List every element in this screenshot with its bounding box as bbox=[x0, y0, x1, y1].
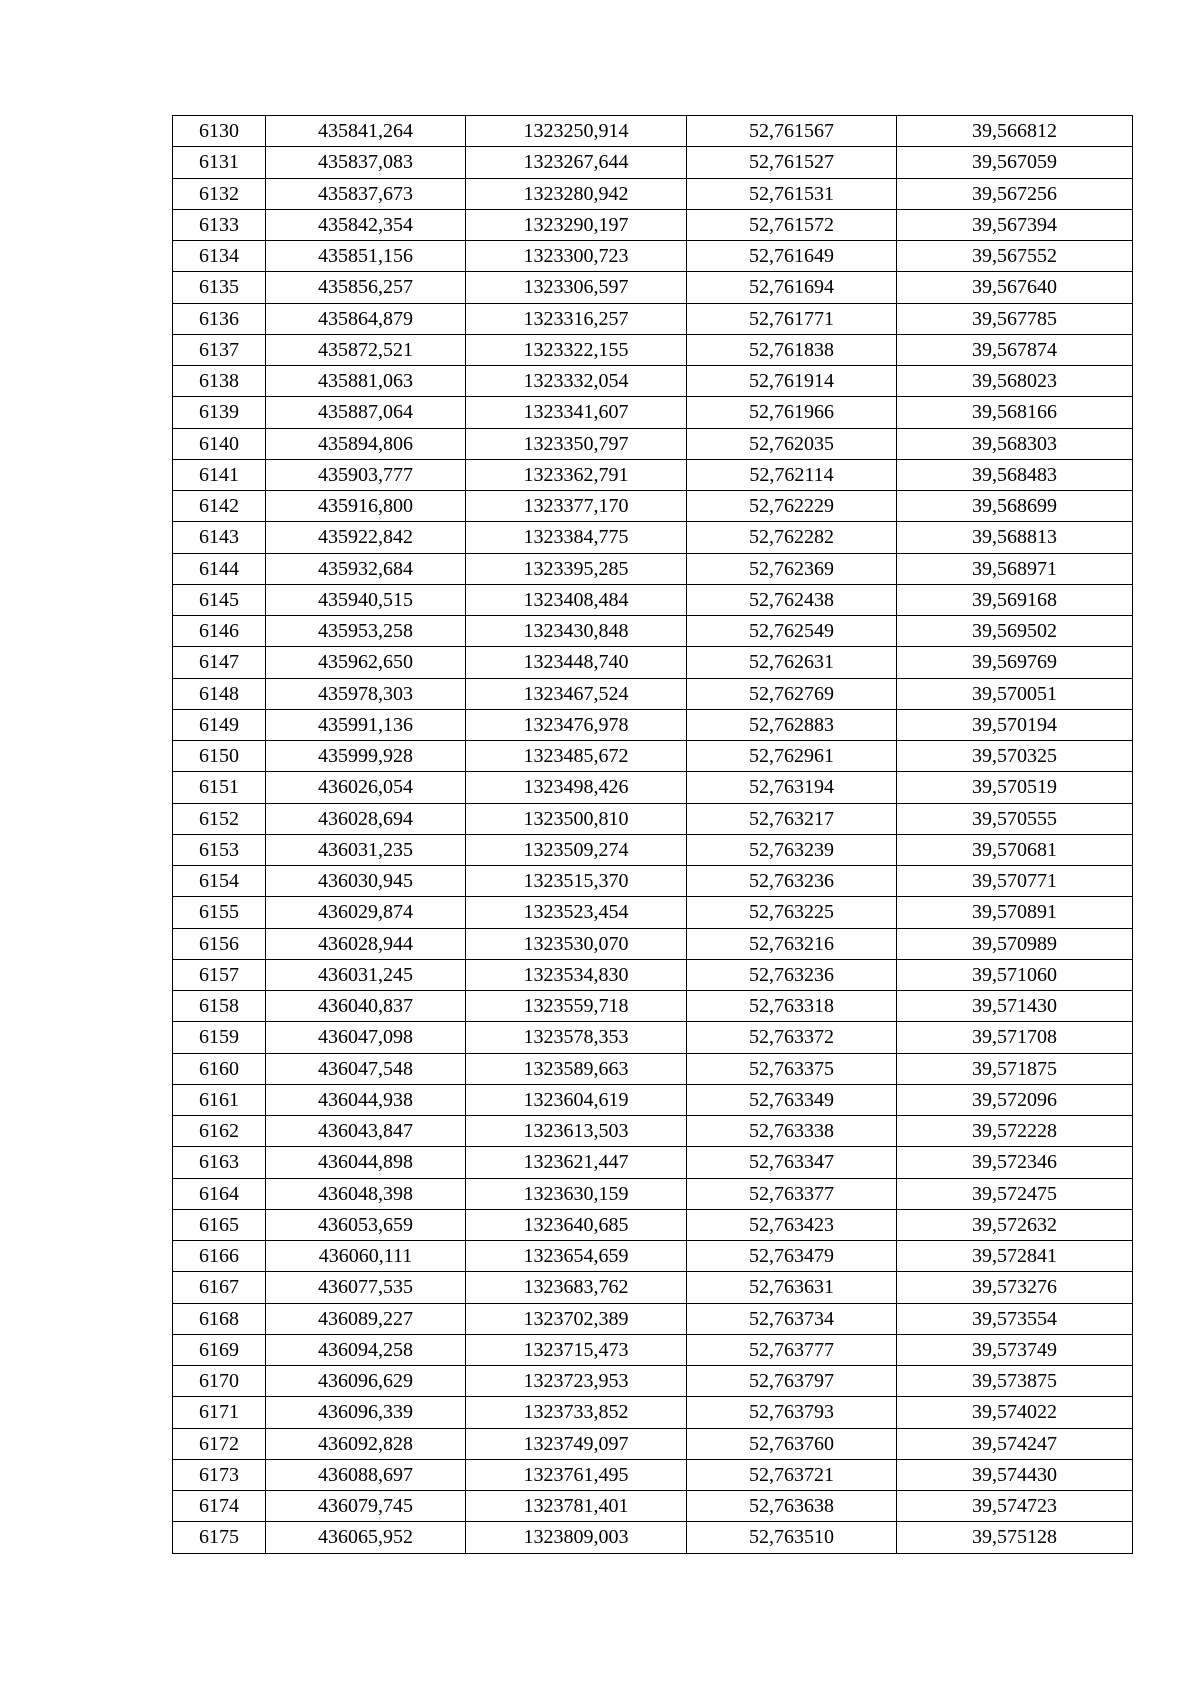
latitude-cell: 52,763239 bbox=[687, 834, 897, 865]
table-row bbox=[173, 709, 1133, 740]
x-coordinate-cell: 436096,629 bbox=[266, 1366, 466, 1397]
table-row bbox=[173, 522, 1133, 553]
y-coordinate-cell: 1323640,685 bbox=[466, 1209, 687, 1240]
table-row bbox=[173, 397, 1133, 428]
latitude-cell: 52,762769 bbox=[687, 678, 897, 709]
latitude-cell: 52,763510 bbox=[687, 1522, 897, 1553]
table-row bbox=[173, 741, 1133, 772]
y-coordinate-cell: 1323290,197 bbox=[466, 209, 687, 240]
table-row bbox=[173, 616, 1133, 647]
latitude-cell: 52,763318 bbox=[687, 991, 897, 1022]
latitude-cell: 52,761914 bbox=[687, 366, 897, 397]
point-number-cell: 6139 bbox=[173, 397, 266, 428]
longitude-cell: 39,567785 bbox=[897, 303, 1133, 334]
x-coordinate-cell: 436096,339 bbox=[266, 1397, 466, 1428]
x-coordinate-cell: 436026,054 bbox=[266, 772, 466, 803]
longitude-cell: 39,568303 bbox=[897, 428, 1133, 459]
latitude-cell: 52,763375 bbox=[687, 1053, 897, 1084]
y-coordinate-cell: 1323654,659 bbox=[466, 1241, 687, 1272]
x-coordinate-cell: 435851,156 bbox=[266, 241, 466, 272]
y-coordinate-cell: 1323781,401 bbox=[466, 1491, 687, 1522]
latitude-cell: 52,763349 bbox=[687, 1084, 897, 1115]
longitude-cell: 39,567059 bbox=[897, 147, 1133, 178]
table-row bbox=[173, 1084, 1133, 1115]
longitude-cell: 39,574247 bbox=[897, 1428, 1133, 1459]
point-number-cell: 6157 bbox=[173, 959, 266, 990]
y-coordinate-cell: 1323749,097 bbox=[466, 1428, 687, 1459]
x-coordinate-cell: 435999,928 bbox=[266, 741, 466, 772]
longitude-cell: 39,568483 bbox=[897, 459, 1133, 490]
table-row bbox=[173, 209, 1133, 240]
point-number-cell: 6166 bbox=[173, 1241, 266, 1272]
longitude-cell: 39,572475 bbox=[897, 1178, 1133, 1209]
x-coordinate-cell: 436031,235 bbox=[266, 834, 466, 865]
x-coordinate-cell: 436043,847 bbox=[266, 1116, 466, 1147]
x-coordinate-cell: 435864,879 bbox=[266, 303, 466, 334]
point-number-cell: 6173 bbox=[173, 1459, 266, 1490]
latitude-cell: 52,763777 bbox=[687, 1334, 897, 1365]
table-row bbox=[173, 459, 1133, 490]
point-number-cell: 6143 bbox=[173, 522, 266, 553]
longitude-cell: 39,574430 bbox=[897, 1459, 1133, 1490]
table-row bbox=[173, 866, 1133, 897]
point-number-cell: 6151 bbox=[173, 772, 266, 803]
x-coordinate-cell: 436065,952 bbox=[266, 1522, 466, 1553]
longitude-cell: 39,570555 bbox=[897, 803, 1133, 834]
y-coordinate-cell: 1323523,454 bbox=[466, 897, 687, 928]
point-number-cell: 6156 bbox=[173, 928, 266, 959]
latitude-cell: 52,763372 bbox=[687, 1022, 897, 1053]
longitude-cell: 39,572346 bbox=[897, 1147, 1133, 1178]
y-coordinate-cell: 1323559,718 bbox=[466, 991, 687, 1022]
y-coordinate-cell: 1323408,484 bbox=[466, 584, 687, 615]
point-number-cell: 6142 bbox=[173, 491, 266, 522]
latitude-cell: 52,761771 bbox=[687, 303, 897, 334]
x-coordinate-cell: 436079,745 bbox=[266, 1491, 466, 1522]
table-row bbox=[173, 959, 1133, 990]
x-coordinate-cell: 435922,842 bbox=[266, 522, 466, 553]
longitude-cell: 39,569502 bbox=[897, 616, 1133, 647]
y-coordinate-cell: 1323395,285 bbox=[466, 553, 687, 584]
longitude-cell: 39,568813 bbox=[897, 522, 1133, 553]
x-coordinate-cell: 435894,806 bbox=[266, 428, 466, 459]
y-coordinate-cell: 1323683,762 bbox=[466, 1272, 687, 1303]
latitude-cell: 52,761838 bbox=[687, 334, 897, 365]
x-coordinate-cell: 436088,697 bbox=[266, 1459, 466, 1490]
latitude-cell: 52,761966 bbox=[687, 397, 897, 428]
table-row bbox=[173, 428, 1133, 459]
coordinates-table bbox=[172, 115, 1133, 1554]
table-row bbox=[173, 1116, 1133, 1147]
latitude-cell: 52,761527 bbox=[687, 147, 897, 178]
longitude-cell: 39,570325 bbox=[897, 741, 1133, 772]
y-coordinate-cell: 1323485,672 bbox=[466, 741, 687, 772]
latitude-cell: 52,763236 bbox=[687, 866, 897, 897]
y-coordinate-cell: 1323530,070 bbox=[466, 928, 687, 959]
latitude-cell: 52,762229 bbox=[687, 491, 897, 522]
longitude-cell: 39,567256 bbox=[897, 178, 1133, 209]
longitude-cell: 39,572841 bbox=[897, 1241, 1133, 1272]
table-row bbox=[173, 1147, 1133, 1178]
longitude-cell: 39,573875 bbox=[897, 1366, 1133, 1397]
x-coordinate-cell: 436048,398 bbox=[266, 1178, 466, 1209]
table-row bbox=[173, 1209, 1133, 1240]
table-row bbox=[173, 241, 1133, 272]
longitude-cell: 39,572228 bbox=[897, 1116, 1133, 1147]
latitude-cell: 52,762549 bbox=[687, 616, 897, 647]
y-coordinate-cell: 1323267,644 bbox=[466, 147, 687, 178]
y-coordinate-cell: 1323809,003 bbox=[466, 1522, 687, 1553]
y-coordinate-cell: 1323430,848 bbox=[466, 616, 687, 647]
latitude-cell: 52,763225 bbox=[687, 897, 897, 928]
point-number-cell: 6170 bbox=[173, 1366, 266, 1397]
x-coordinate-cell: 435837,673 bbox=[266, 178, 466, 209]
longitude-cell: 39,567640 bbox=[897, 272, 1133, 303]
latitude-cell: 52,763217 bbox=[687, 803, 897, 834]
table-row bbox=[173, 647, 1133, 678]
longitude-cell: 39,567552 bbox=[897, 241, 1133, 272]
longitude-cell: 39,572096 bbox=[897, 1084, 1133, 1115]
x-coordinate-cell: 435881,063 bbox=[266, 366, 466, 397]
x-coordinate-cell: 436044,938 bbox=[266, 1084, 466, 1115]
point-number-cell: 6130 bbox=[173, 116, 266, 147]
table-row bbox=[173, 1272, 1133, 1303]
longitude-cell: 39,575128 bbox=[897, 1522, 1133, 1553]
latitude-cell: 52,762438 bbox=[687, 584, 897, 615]
table-row bbox=[173, 1053, 1133, 1084]
x-coordinate-cell: 435841,264 bbox=[266, 116, 466, 147]
y-coordinate-cell: 1323322,155 bbox=[466, 334, 687, 365]
point-number-cell: 6165 bbox=[173, 1209, 266, 1240]
table-row bbox=[173, 1241, 1133, 1272]
point-number-cell: 6168 bbox=[173, 1303, 266, 1334]
y-coordinate-cell: 1323613,503 bbox=[466, 1116, 687, 1147]
y-coordinate-cell: 1323300,723 bbox=[466, 241, 687, 272]
x-coordinate-cell: 435991,136 bbox=[266, 709, 466, 740]
longitude-cell: 39,567394 bbox=[897, 209, 1133, 240]
y-coordinate-cell: 1323761,495 bbox=[466, 1459, 687, 1490]
table-row bbox=[173, 272, 1133, 303]
point-number-cell: 6163 bbox=[173, 1147, 266, 1178]
x-coordinate-cell: 435903,777 bbox=[266, 459, 466, 490]
x-coordinate-cell: 436029,874 bbox=[266, 897, 466, 928]
latitude-cell: 52,762369 bbox=[687, 553, 897, 584]
point-number-cell: 6159 bbox=[173, 1022, 266, 1053]
point-number-cell: 6153 bbox=[173, 834, 266, 865]
x-coordinate-cell: 435837,083 bbox=[266, 147, 466, 178]
point-number-cell: 6167 bbox=[173, 1272, 266, 1303]
table-row bbox=[173, 303, 1133, 334]
point-number-cell: 6150 bbox=[173, 741, 266, 772]
x-coordinate-cell: 436040,837 bbox=[266, 991, 466, 1022]
y-coordinate-cell: 1323621,447 bbox=[466, 1147, 687, 1178]
point-number-cell: 6138 bbox=[173, 366, 266, 397]
y-coordinate-cell: 1323630,159 bbox=[466, 1178, 687, 1209]
point-number-cell: 6174 bbox=[173, 1491, 266, 1522]
point-number-cell: 6141 bbox=[173, 459, 266, 490]
longitude-cell: 39,571060 bbox=[897, 959, 1133, 990]
point-number-cell: 6146 bbox=[173, 616, 266, 647]
y-coordinate-cell: 1323467,524 bbox=[466, 678, 687, 709]
coordinates-table-body bbox=[173, 116, 1133, 1554]
y-coordinate-cell: 1323316,257 bbox=[466, 303, 687, 334]
x-coordinate-cell: 436028,944 bbox=[266, 928, 466, 959]
y-coordinate-cell: 1323515,370 bbox=[466, 866, 687, 897]
point-number-cell: 6144 bbox=[173, 553, 266, 584]
table-row bbox=[173, 366, 1133, 397]
x-coordinate-cell: 436028,694 bbox=[266, 803, 466, 834]
latitude-cell: 52,762114 bbox=[687, 459, 897, 490]
longitude-cell: 39,568699 bbox=[897, 491, 1133, 522]
longitude-cell: 39,569769 bbox=[897, 647, 1133, 678]
latitude-cell: 52,762961 bbox=[687, 741, 897, 772]
table-row bbox=[173, 1334, 1133, 1365]
longitude-cell: 39,569168 bbox=[897, 584, 1133, 615]
x-coordinate-cell: 435953,258 bbox=[266, 616, 466, 647]
point-number-cell: 6131 bbox=[173, 147, 266, 178]
longitude-cell: 39,567874 bbox=[897, 334, 1133, 365]
table-row bbox=[173, 1022, 1133, 1053]
point-number-cell: 6160 bbox=[173, 1053, 266, 1084]
y-coordinate-cell: 1323476,978 bbox=[466, 709, 687, 740]
table-row bbox=[173, 991, 1133, 1022]
y-coordinate-cell: 1323362,791 bbox=[466, 459, 687, 490]
x-coordinate-cell: 436031,245 bbox=[266, 959, 466, 990]
table-row bbox=[173, 584, 1133, 615]
x-coordinate-cell: 436060,111 bbox=[266, 1241, 466, 1272]
y-coordinate-cell: 1323250,914 bbox=[466, 116, 687, 147]
latitude-cell: 52,763194 bbox=[687, 772, 897, 803]
x-coordinate-cell: 436089,227 bbox=[266, 1303, 466, 1334]
point-number-cell: 6175 bbox=[173, 1522, 266, 1553]
x-coordinate-cell: 435842,354 bbox=[266, 209, 466, 240]
table-row bbox=[173, 1303, 1133, 1334]
latitude-cell: 52,763236 bbox=[687, 959, 897, 990]
y-coordinate-cell: 1323723,953 bbox=[466, 1366, 687, 1397]
point-number-cell: 6140 bbox=[173, 428, 266, 459]
latitude-cell: 52,763338 bbox=[687, 1116, 897, 1147]
point-number-cell: 6148 bbox=[173, 678, 266, 709]
table-row bbox=[173, 1428, 1133, 1459]
y-coordinate-cell: 1323498,426 bbox=[466, 772, 687, 803]
x-coordinate-cell: 435940,515 bbox=[266, 584, 466, 615]
x-coordinate-cell: 435856,257 bbox=[266, 272, 466, 303]
longitude-cell: 39,570194 bbox=[897, 709, 1133, 740]
table-row bbox=[173, 678, 1133, 709]
y-coordinate-cell: 1323500,810 bbox=[466, 803, 687, 834]
latitude-cell: 52,763479 bbox=[687, 1241, 897, 1272]
longitude-cell: 39,574723 bbox=[897, 1491, 1133, 1522]
longitude-cell: 39,570771 bbox=[897, 866, 1133, 897]
longitude-cell: 39,573749 bbox=[897, 1334, 1133, 1365]
table-row bbox=[173, 178, 1133, 209]
latitude-cell: 52,763797 bbox=[687, 1366, 897, 1397]
latitude-cell: 52,763638 bbox=[687, 1491, 897, 1522]
point-number-cell: 6155 bbox=[173, 897, 266, 928]
longitude-cell: 39,568971 bbox=[897, 553, 1133, 584]
y-coordinate-cell: 1323589,663 bbox=[466, 1053, 687, 1084]
latitude-cell: 52,761567 bbox=[687, 116, 897, 147]
latitude-cell: 52,763423 bbox=[687, 1209, 897, 1240]
x-coordinate-cell: 436094,258 bbox=[266, 1334, 466, 1365]
latitude-cell: 52,763377 bbox=[687, 1178, 897, 1209]
point-number-cell: 6137 bbox=[173, 334, 266, 365]
y-coordinate-cell: 1323341,607 bbox=[466, 397, 687, 428]
point-number-cell: 6154 bbox=[173, 866, 266, 897]
y-coordinate-cell: 1323384,775 bbox=[466, 522, 687, 553]
x-coordinate-cell: 436053,659 bbox=[266, 1209, 466, 1240]
y-coordinate-cell: 1323604,619 bbox=[466, 1084, 687, 1115]
table-row bbox=[173, 803, 1133, 834]
x-coordinate-cell: 436047,548 bbox=[266, 1053, 466, 1084]
y-coordinate-cell: 1323448,740 bbox=[466, 647, 687, 678]
y-coordinate-cell: 1323280,942 bbox=[466, 178, 687, 209]
point-number-cell: 6132 bbox=[173, 178, 266, 209]
table-row bbox=[173, 897, 1133, 928]
point-number-cell: 6162 bbox=[173, 1116, 266, 1147]
latitude-cell: 52,763760 bbox=[687, 1428, 897, 1459]
x-coordinate-cell: 435872,521 bbox=[266, 334, 466, 365]
table-row bbox=[173, 1397, 1133, 1428]
point-number-cell: 6136 bbox=[173, 303, 266, 334]
latitude-cell: 52,763734 bbox=[687, 1303, 897, 1334]
longitude-cell: 39,571875 bbox=[897, 1053, 1133, 1084]
table-row bbox=[173, 1178, 1133, 1209]
y-coordinate-cell: 1323332,054 bbox=[466, 366, 687, 397]
point-number-cell: 6169 bbox=[173, 1334, 266, 1365]
longitude-cell: 39,573276 bbox=[897, 1272, 1133, 1303]
x-coordinate-cell: 436092,828 bbox=[266, 1428, 466, 1459]
point-number-cell: 6161 bbox=[173, 1084, 266, 1115]
longitude-cell: 39,571430 bbox=[897, 991, 1133, 1022]
latitude-cell: 52,761572 bbox=[687, 209, 897, 240]
latitude-cell: 52,763793 bbox=[687, 1397, 897, 1428]
x-coordinate-cell: 436030,945 bbox=[266, 866, 466, 897]
latitude-cell: 52,763631 bbox=[687, 1272, 897, 1303]
latitude-cell: 52,761649 bbox=[687, 241, 897, 272]
point-number-cell: 6171 bbox=[173, 1397, 266, 1428]
latitude-cell: 52,761531 bbox=[687, 178, 897, 209]
longitude-cell: 39,570051 bbox=[897, 678, 1133, 709]
point-number-cell: 6164 bbox=[173, 1178, 266, 1209]
table-row bbox=[173, 834, 1133, 865]
table-row bbox=[173, 928, 1133, 959]
longitude-cell: 39,570681 bbox=[897, 834, 1133, 865]
latitude-cell: 52,763216 bbox=[687, 928, 897, 959]
longitude-cell: 39,574022 bbox=[897, 1397, 1133, 1428]
x-coordinate-cell: 435962,650 bbox=[266, 647, 466, 678]
x-coordinate-cell: 435932,684 bbox=[266, 553, 466, 584]
point-number-cell: 6134 bbox=[173, 241, 266, 272]
longitude-cell: 39,573554 bbox=[897, 1303, 1133, 1334]
longitude-cell: 39,570989 bbox=[897, 928, 1133, 959]
y-coordinate-cell: 1323534,830 bbox=[466, 959, 687, 990]
x-coordinate-cell: 435887,064 bbox=[266, 397, 466, 428]
table-row bbox=[173, 553, 1133, 584]
table-row bbox=[173, 1366, 1133, 1397]
point-number-cell: 6152 bbox=[173, 803, 266, 834]
point-number-cell: 6172 bbox=[173, 1428, 266, 1459]
table-row bbox=[173, 334, 1133, 365]
x-coordinate-cell: 435978,303 bbox=[266, 678, 466, 709]
latitude-cell: 52,762282 bbox=[687, 522, 897, 553]
x-coordinate-cell: 436077,535 bbox=[266, 1272, 466, 1303]
table-row bbox=[173, 147, 1133, 178]
table-row bbox=[173, 1522, 1133, 1553]
point-number-cell: 6133 bbox=[173, 209, 266, 240]
y-coordinate-cell: 1323350,797 bbox=[466, 428, 687, 459]
y-coordinate-cell: 1323715,473 bbox=[466, 1334, 687, 1365]
longitude-cell: 39,570519 bbox=[897, 772, 1133, 803]
point-number-cell: 6147 bbox=[173, 647, 266, 678]
y-coordinate-cell: 1323377,170 bbox=[466, 491, 687, 522]
y-coordinate-cell: 1323306,597 bbox=[466, 272, 687, 303]
table-row bbox=[173, 491, 1133, 522]
x-coordinate-cell: 435916,800 bbox=[266, 491, 466, 522]
longitude-cell: 39,571708 bbox=[897, 1022, 1133, 1053]
point-number-cell: 6158 bbox=[173, 991, 266, 1022]
latitude-cell: 52,763347 bbox=[687, 1147, 897, 1178]
longitude-cell: 39,572632 bbox=[897, 1209, 1133, 1240]
table-row bbox=[173, 1491, 1133, 1522]
latitude-cell: 52,761694 bbox=[687, 272, 897, 303]
longitude-cell: 39,568023 bbox=[897, 366, 1133, 397]
point-number-cell: 6149 bbox=[173, 709, 266, 740]
y-coordinate-cell: 1323733,852 bbox=[466, 1397, 687, 1428]
x-coordinate-cell: 436044,898 bbox=[266, 1147, 466, 1178]
table-row bbox=[173, 116, 1133, 147]
longitude-cell: 39,566812 bbox=[897, 116, 1133, 147]
y-coordinate-cell: 1323702,389 bbox=[466, 1303, 687, 1334]
table-row bbox=[173, 772, 1133, 803]
point-number-cell: 6135 bbox=[173, 272, 266, 303]
x-coordinate-cell: 436047,098 bbox=[266, 1022, 466, 1053]
table-row bbox=[173, 1459, 1133, 1490]
longitude-cell: 39,570891 bbox=[897, 897, 1133, 928]
point-number-cell: 6145 bbox=[173, 584, 266, 615]
longitude-cell: 39,568166 bbox=[897, 397, 1133, 428]
latitude-cell: 52,762883 bbox=[687, 709, 897, 740]
y-coordinate-cell: 1323509,274 bbox=[466, 834, 687, 865]
latitude-cell: 52,762035 bbox=[687, 428, 897, 459]
latitude-cell: 52,763721 bbox=[687, 1459, 897, 1490]
latitude-cell: 52,762631 bbox=[687, 647, 897, 678]
y-coordinate-cell: 1323578,353 bbox=[466, 1022, 687, 1053]
